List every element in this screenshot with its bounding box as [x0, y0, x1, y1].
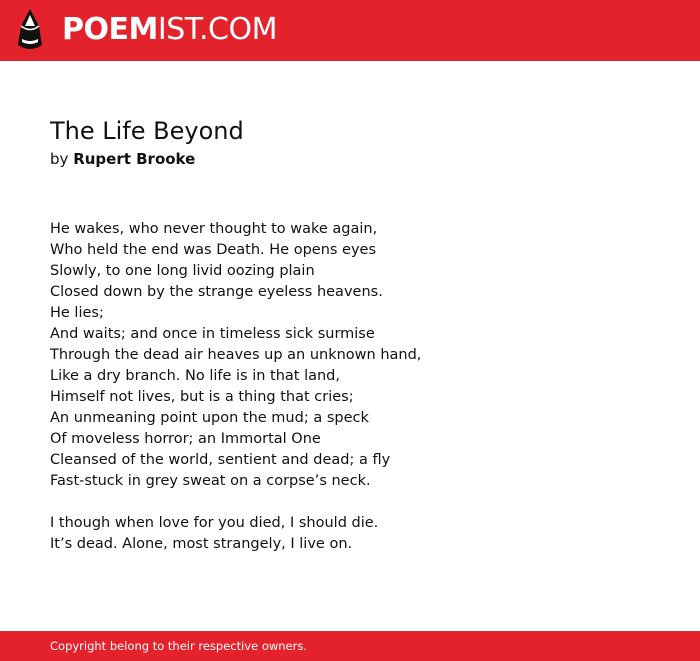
poem-line: He lies;	[50, 305, 104, 321]
poem-line: Cleansed of the world, sentient and dead; a fly	[50, 452, 391, 468]
stanza	[50, 219, 421, 492]
poem-line: And waits; and once in timeless sick surmise	[50, 326, 375, 342]
author-name: Rupert Brooke	[73, 150, 196, 168]
pencil-icon	[17, 9, 43, 51]
poem-body	[50, 219, 421, 576]
poem-line: Slowly, to one long livid oozing plain	[50, 263, 315, 279]
copyright-text: Copyright belong to their respective owners.	[50, 639, 308, 653]
poem-title: The Life Beyond	[50, 117, 244, 145]
poem-line: Fast-stuck in grey sweat on a corpse’s neck.	[50, 473, 371, 489]
poem-line: He wakes, who never thought to wake again,	[50, 221, 378, 237]
site-footer	[0, 631, 700, 661]
byline	[50, 149, 195, 169]
poem-line: Of moveless horror; an Immortal One	[50, 431, 321, 447]
poem-line: Like a dry branch. No life is in that land,	[50, 368, 340, 384]
brand-light-text: IST.COM	[157, 12, 277, 47]
stanza	[50, 513, 421, 555]
poem-line: Closed down by the strange eyeless heavens.	[50, 284, 383, 300]
site-header	[0, 0, 700, 61]
site-logo-text[interactable]	[62, 12, 277, 48]
poem-line: I though when love for you died, I should die.	[50, 515, 379, 531]
poem-line: It’s dead. Alone, most strangely, I live on.	[50, 536, 353, 552]
by-label: by	[50, 150, 69, 168]
brand-bold-text: POEM	[62, 12, 158, 47]
poem-line: Who held the end was Death. He opens eyes	[50, 242, 377, 258]
poem-line: An unmeaning point upon the mud; a speck	[50, 410, 369, 426]
poem-line: Himself not lives, but is a thing that cries;	[50, 389, 354, 405]
poem-line: Through the dead air heaves up an unknown hand,	[50, 347, 422, 363]
